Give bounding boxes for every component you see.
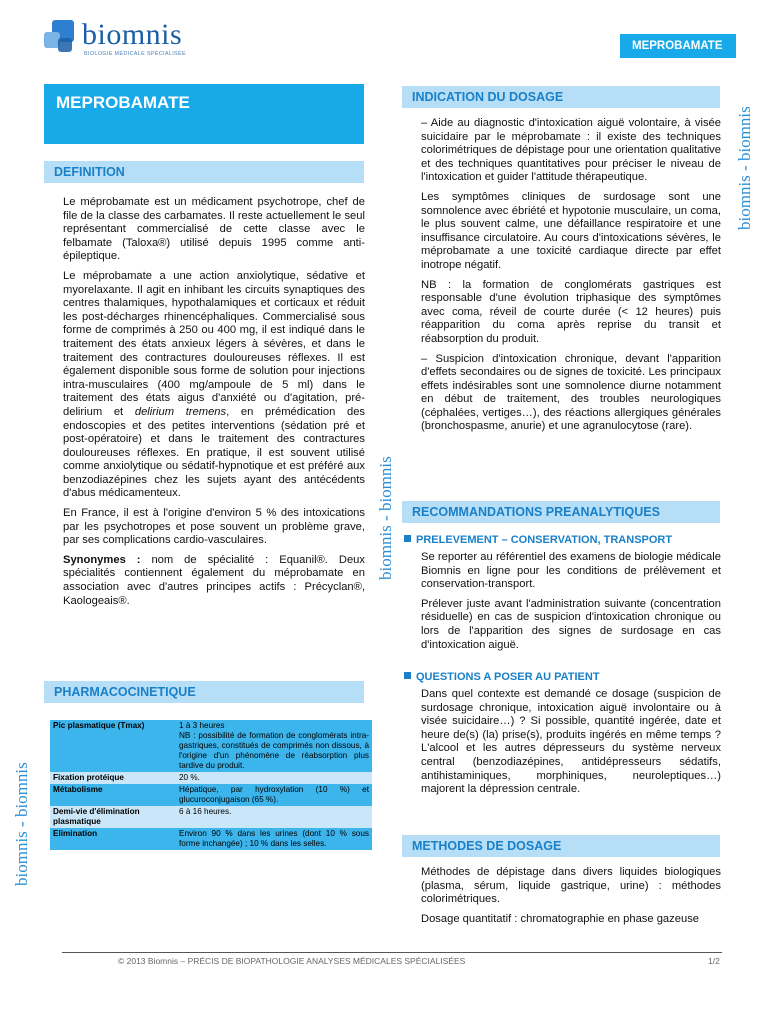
- table-row: [50, 784, 372, 806]
- table-cell-label: Métabolisme: [50, 784, 176, 806]
- table-cell-value: Environ 90 % dans les urines (dont 10 % sous forme inchangée) ; 10 % dans les selles.: [176, 828, 372, 850]
- logo-squares-icon: [44, 20, 78, 54]
- side-watermark: biomnis - biomnis: [376, 456, 395, 580]
- methodes-section: [421, 866, 721, 932]
- definition-paragraph: Le méprobamate a une action anxiolytique, sédative et myorelaxante. Il agit en inhibant les circuits synaptiques des centres thalamiques, hypothalamiques et corticaux et réduit les post-décharges rhinencéphaliques. Commercialisé sous forme de comprimés à 250 ou 400 mg, il est indiqué dans le traitement des états anxieux légers à sévères, et dans le traitement des contractures douloureuses réflexes. Il est également disponible sous forme de solution pour injections intra-musculaires (400 mg/ampoule de 5 ml) dans le traitement des états aigus d'anxiété ou d'agitation, pré-delirium et delirium tremens, en prémédication des endoscopies et des petites interventions (sédation pré et post-opératoire) et dans le traitement des contractures douloureuses réflexes. En pratique, il est souvent utilisé comme anxiolytique ou sédatif-hypnotique et est préféré aux benzodiazépines chez les sujets ayant des antécédents d'abus médicamenteux.: [63, 269, 366, 500]
- prelevement-subheading: PRELEVEMENT – CONSERVATION, TRANSPORT: [404, 534, 672, 546]
- prelevement-paragraph: Prélever juste avant l'administration suivante (concentration résiduelle) en cas de suspicion d'intoxication chronique ou lors de l'apparition des signes de surdosage en cas d'intoxication aiguë.: [421, 597, 721, 651]
- indication-paragraph: – Suspicion d'intoxication chronique, devant l'apparition d'effets secondaires ou de signes de toxicité. Les principaux effets indésirables sont une somnolence diurne notamment en début de traitement, des troubles neurologiques (céphalées, vertiges…), des réactions allergiques générales (bronchospasme, anurie) et une agranulocytose (rare).: [421, 352, 721, 433]
- questions-subheading: QUESTIONS A POSER AU PATIENT: [404, 671, 600, 683]
- logo-wordmark: biomnis: [82, 18, 183, 51]
- indication-paragraph: – Aide au diagnostic d'intoxication aiguë volontaire, à visée suicidaire par le méprobamate : il existe des techniques colorimétriques de dépistage pour une orientation qualitative et des techniques quantitatives pour préciser le niveau de l'intoxication et guider l'attitude thérapeutique.: [421, 117, 721, 184]
- methodes-paragraph: Méthodes de dépistage dans divers liquides biologiques (plasma, sérum, liquide gastrique, urine) : méthodes colorimétriques.: [421, 866, 721, 906]
- definition-heading: DEFINITION: [44, 161, 364, 183]
- synonyms-paragraph: Synonymes : nom de spécialité : Equanil®. Deux spécialités contiennent également du méprobamate en association avec d'autres principes actifs : Précyclan®, Kaologeais®.: [63, 553, 365, 607]
- questions-section: [421, 688, 721, 803]
- table-row: [50, 720, 372, 772]
- synonyms-label: Synonymes :: [63, 553, 141, 566]
- definition-paragraph: En France, il est à l'origine d'environ 5 % des intoxications par les psychotropes et pose souvent un problème grave, par ses complications cardio-vasculaires.: [63, 507, 365, 547]
- recommandations-heading: RECOMMANDATIONS PREANALYTIQUES: [402, 501, 720, 523]
- table-cell-label: Elimination: [50, 828, 176, 850]
- square-bullet-icon: [404, 672, 411, 679]
- side-watermark: biomnis - biomnis: [735, 106, 754, 230]
- definition-paragraph: Le méprobamate est un médicament psychotrope, chef de file de la classe des carbamates. Il reste actuellement le seul représentant commercialisé de cette classe avec le felbamate (Taloxa®) utilisé depuis 1995 comme anti-épileptique.: [63, 196, 365, 263]
- indication-paragraph: Les symptômes cliniques de surdosage sont une somnolence avec ébriété et hypotonie musculaire, un coma, le plus souvent calme, une défaillance respiratoire et une insuffisance circulatoire. Au cours d'intoxications sévères, le méprobamate a une toxicité cardiaque directe par effet inotrope négatif.: [421, 190, 721, 271]
- square-bullet-icon: [404, 535, 411, 542]
- table-row: [50, 828, 372, 850]
- definition-section: [63, 196, 365, 614]
- table-cell-value: 20 %.: [176, 772, 372, 784]
- indication-heading: INDICATION DU DOSAGE: [402, 86, 720, 108]
- page-number: 1/2: [708, 956, 720, 966]
- indication-section: [421, 117, 721, 440]
- pharmacokinetics-table: [50, 720, 372, 850]
- table-row: [50, 772, 372, 784]
- footer-copyright: © 2013 Biomnis – PRÉCIS DE BIOPATHOLOGIE ANALYSES MÉDICALES SPÉCIALISÉES: [118, 956, 466, 966]
- indication-paragraph: NB : la formation de conglomérats gastriques est responsable d'une évolution triphasique des symptômes avec coma, réveil de courte durée (< 12 heures) puis réapparition du coma après reprise du transit et réabsorption du produit.: [421, 278, 721, 345]
- questions-paragraph: Dans quel contexte est demandé ce dosage (suspicion de surdosage chronique, intoxication aiguë involontaire ou à visée suicidaire…) ? Si possible, quantité ingérée, date et heure de(s) (la) prise(s), produits ingérés en même temps ? L'alcool et les autres dépresseurs du système nerveux central (benzodiazépines, antidépresseurs sédatifs, antihistaminiques, morphiniques, neuroleptiques…) majorent la dépression centrale.: [421, 688, 721, 796]
- table-cell-value: 1 à 3 heures NB : possibilité de formation de conglomérats intra-gastriques, constitués de comprimés non dissous, à l'origine d'un phénomène de réabsorption plus tardive du produit.: [176, 720, 372, 772]
- pharmacocinetique-heading: PHARMACOCINETIQUE: [44, 681, 364, 703]
- footer-divider: [62, 952, 722, 953]
- methodes-heading: METHODES DE DOSAGE: [402, 835, 720, 857]
- page-title: MEPROBAMATE: [44, 84, 364, 144]
- table-cell-label: Fixation protéique: [50, 772, 176, 784]
- table-cell-label: Demi-vie d'élimination plasmatique: [50, 806, 176, 828]
- prelevement-section: [421, 551, 721, 658]
- side-watermark: biomnis - biomnis: [12, 762, 31, 886]
- table-row: [50, 806, 372, 828]
- document-tab: MEPROBAMATE: [620, 34, 736, 58]
- table-cell-value: Hépatique, par hydroxylation (10 %) et glucuroconjugaison (65 %).: [176, 784, 372, 806]
- methodes-paragraph: Dosage quantitatif : chromatographie en phase gazeuse: [421, 912, 700, 925]
- logo-tagline: BIOLOGIE MÉDICALE SPÉCIALISÉE: [84, 51, 186, 57]
- table-cell-label: Pic plasmatique (Tmax): [50, 720, 176, 772]
- prelevement-paragraph: Se reporter au référentiel des examens de biologie médicale Biomnis en ligne pour les conditions de prélèvement et conservation-transport.: [421, 551, 721, 591]
- biomnis-logo: [44, 18, 204, 60]
- table-cell-value: 6 à 16 heures.: [176, 806, 372, 828]
